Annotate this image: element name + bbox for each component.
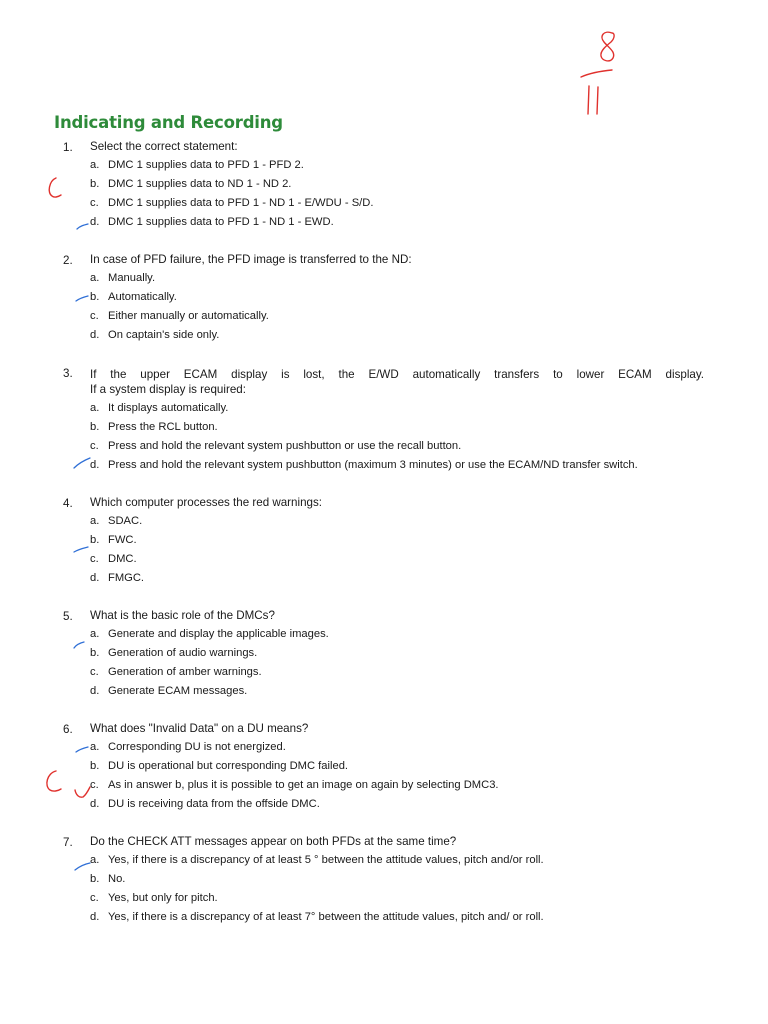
option-b <box>0 871 768 890</box>
option-text: Generate ECAM messages. <box>108 685 248 697</box>
option-c <box>0 438 768 457</box>
question-text: Select the correct statement: <box>90 140 238 153</box>
option-letter: a. <box>90 159 100 171</box>
option-letter: b. <box>90 291 100 303</box>
question-row <box>0 139 768 157</box>
option-text: DMC 1 supplies data to ND 1 - ND 2. <box>108 178 292 190</box>
option-text: Automatically. <box>108 291 177 303</box>
option-text: Press the RCL button. <box>108 421 218 433</box>
question-number: 5. <box>63 610 73 623</box>
question-text: Do the CHECK ATT messages appear on both PFDs at the same time? <box>90 835 457 848</box>
page-title: Indicating and Recording <box>54 113 283 132</box>
option-text: Press and hold the relevant system pushbutton (maximum 3 minutes) or use the ECAM/ND transfer switch. <box>108 459 638 471</box>
score-denominator-glyph <box>588 86 598 114</box>
option-b <box>0 289 768 308</box>
option-text: On captain's side only. <box>108 329 220 341</box>
handwritten-score <box>581 32 614 114</box>
option-letter: c. <box>90 666 99 678</box>
option-d <box>0 683 768 702</box>
question-number: 6. <box>63 723 73 736</box>
option-text: Either manually or automatically. <box>108 310 269 322</box>
question-number: 1. <box>63 141 73 154</box>
option-text: As in answer b, plus it is possible to get an image on again by selecting DMC3. <box>108 779 499 791</box>
option-b <box>0 645 768 664</box>
option-text: FWC. <box>108 534 137 546</box>
question-5 <box>0 608 768 702</box>
option-c <box>0 195 768 214</box>
question-text: What is the basic role of the DMCs? <box>90 609 275 622</box>
option-text: Corresponding DU is not energized. <box>108 741 286 753</box>
question-text: What does "Invalid Data" on a DU means? <box>90 722 309 735</box>
option-letter: d. <box>90 911 100 923</box>
option-letter: a. <box>90 272 100 284</box>
option-list <box>0 513 768 589</box>
option-text: Generation of audio warnings. <box>108 647 258 659</box>
option-letter: b. <box>90 760 100 772</box>
question-text: Which computer processes the red warnings: <box>90 496 322 509</box>
option-text: DU is receiving data from the offside DMC. <box>108 798 320 810</box>
option-text: Yes, but only for pitch. <box>108 892 218 904</box>
question-number: 2. <box>63 254 73 267</box>
score-numerator-glyph <box>601 32 614 61</box>
option-a <box>0 157 768 176</box>
option-letter: d. <box>90 798 100 810</box>
option-letter: b. <box>90 647 100 659</box>
option-b <box>0 176 768 195</box>
option-letter: a. <box>90 402 100 414</box>
option-text: No. <box>108 873 126 885</box>
option-letter: b. <box>90 534 100 546</box>
question-3 <box>0 365 768 476</box>
option-letter: c. <box>90 310 99 322</box>
option-d <box>0 796 768 815</box>
question-4 <box>0 495 768 589</box>
question-row <box>0 365 768 400</box>
option-text: Generate and display the applicable images. <box>108 628 329 640</box>
option-text: DMC. <box>108 553 137 565</box>
option-letter: a. <box>90 515 100 527</box>
option-b <box>0 532 768 551</box>
option-list <box>0 400 768 476</box>
option-text: DMC 1 supplies data to PFD 1 - ND 1 - EWD. <box>108 216 334 228</box>
option-text: Generation of amber warnings. <box>108 666 262 678</box>
option-d <box>0 570 768 589</box>
option-letter: d. <box>90 329 100 341</box>
option-text: Manually. <box>108 272 156 284</box>
option-a <box>0 852 768 871</box>
option-c <box>0 551 768 570</box>
option-text: Yes, if there is a discrepancy of at least 7° between the attitude values, pitch and/ or roll. <box>108 911 544 923</box>
question-text: If the upper ECAM display is lost, the E/WD automatically transfers to lower ECAM display. <box>90 368 704 381</box>
spacer <box>0 233 768 252</box>
option-letter: d. <box>90 459 100 471</box>
question-text: In case of PFD failure, the PFD image is transferred to the ND: <box>90 253 412 266</box>
spacer <box>0 476 768 495</box>
option-letter: d. <box>90 572 100 584</box>
spacer <box>0 702 768 721</box>
question-row <box>0 721 768 739</box>
question-text-continued: If a system display is required: <box>90 383 246 396</box>
option-a <box>0 400 768 419</box>
option-list <box>0 739 768 815</box>
question-number: 7. <box>63 836 73 849</box>
option-d <box>0 327 768 346</box>
option-letter: a. <box>90 628 100 640</box>
option-text: DMC 1 supplies data to PFD 1 - ND 1 - E/WDU - S/D. <box>108 197 374 209</box>
option-letter: d. <box>90 685 100 697</box>
option-d <box>0 909 768 928</box>
option-c <box>0 890 768 909</box>
option-text: Yes, if there is a discrepancy of at least 5 ° between the attitude values, pitch and/or roll. <box>108 854 544 866</box>
option-text: DU is operational but corresponding DMC failed. <box>108 760 349 772</box>
option-text: DMC 1 supplies data to PFD 1 - PFD 2. <box>108 159 304 171</box>
option-letter: c. <box>90 197 99 209</box>
option-letter: d. <box>90 216 100 228</box>
option-letter: b. <box>90 421 100 433</box>
question-2 <box>0 252 768 346</box>
question-6 <box>0 721 768 815</box>
option-c <box>0 777 768 796</box>
question-row <box>0 495 768 513</box>
question-number: 3. <box>63 367 73 380</box>
option-letter: b. <box>90 873 100 885</box>
option-a <box>0 513 768 532</box>
option-d <box>0 214 768 233</box>
option-b <box>0 758 768 777</box>
option-letter: a. <box>90 741 100 753</box>
option-list <box>0 157 768 233</box>
option-list <box>0 270 768 346</box>
option-text: FMGC. <box>108 572 145 584</box>
spacer <box>0 589 768 608</box>
question-text-block <box>90 365 704 397</box>
spacer <box>0 815 768 834</box>
option-a <box>0 626 768 645</box>
question-row <box>0 834 768 852</box>
option-list <box>0 852 768 928</box>
option-a <box>0 270 768 289</box>
spacer <box>0 346 768 365</box>
option-letter: c. <box>90 553 99 565</box>
question-row <box>0 252 768 270</box>
option-a <box>0 739 768 758</box>
question-1 <box>0 139 768 233</box>
question-7 <box>0 834 768 928</box>
option-letter: b. <box>90 178 100 190</box>
option-text: It displays automatically. <box>108 402 229 414</box>
question-number: 4. <box>63 497 73 510</box>
question-list <box>0 139 768 928</box>
option-list <box>0 626 768 702</box>
option-letter: c. <box>90 892 99 904</box>
option-d <box>0 457 768 476</box>
option-c <box>0 664 768 683</box>
option-letter: c. <box>90 779 99 791</box>
option-letter: c. <box>90 440 99 452</box>
option-text: Press and hold the relevant system pushbutton or use the recall button. <box>108 440 462 452</box>
option-text: SDAC. <box>108 515 143 527</box>
question-row <box>0 608 768 626</box>
option-letter: a. <box>90 854 100 866</box>
option-c <box>0 308 768 327</box>
option-b <box>0 419 768 438</box>
score-fraction-line <box>581 70 612 77</box>
